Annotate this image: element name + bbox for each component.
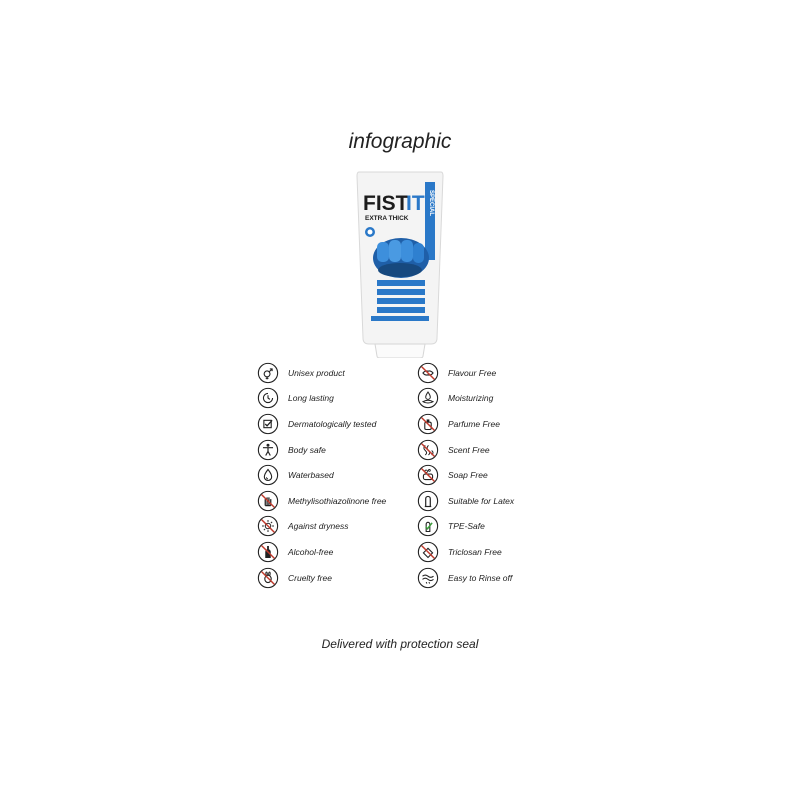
no-cruelty-icon — [257, 567, 279, 589]
checkbox-icon — [257, 413, 279, 435]
feature-label: Long lasting — [288, 393, 334, 404]
no-flavour-icon — [417, 362, 439, 384]
feature-label: Soap Free — [448, 470, 488, 481]
feature-label: Methylisothiazolinone free — [288, 495, 387, 506]
feature-label: Body safe — [288, 444, 326, 455]
feature-tpe-safe — [417, 514, 617, 540]
product-tube-image — [345, 168, 455, 358]
footer-note: Delivered with protection seal — [321, 637, 479, 651]
feature-label: Waterbased — [288, 470, 334, 481]
feature-label: Triclosan Free — [448, 546, 502, 557]
no-soap-icon — [417, 464, 439, 486]
tube-side-text: SPECIAL — [428, 190, 434, 217]
no-hand-icon — [257, 490, 279, 512]
water-drop-icon — [257, 464, 279, 486]
gender-icon — [257, 362, 279, 384]
feature-label: Dermatologically tested — [288, 418, 377, 429]
feature-scent-free — [417, 437, 617, 463]
tube-variant: EXTRA THICK — [365, 215, 409, 222]
no-perfume-icon — [417, 413, 439, 435]
page-title: infographic — [348, 130, 452, 153]
feature-moisturizing — [417, 386, 617, 412]
feature-label: Cruelty free — [288, 572, 332, 583]
feature-label: Suitable for Latex — [448, 495, 515, 506]
features-right-column — [417, 360, 617, 590]
feature-flavour-free — [417, 360, 617, 386]
feature-easy-to-rinse-off — [417, 565, 617, 591]
body-icon — [257, 439, 279, 461]
feature-triclosan-free — [417, 539, 617, 565]
feature-label: Flavour Free — [448, 367, 497, 378]
no-alcohol-icon — [257, 541, 279, 563]
tpe-icon — [417, 515, 439, 537]
feature-parfume-free — [417, 411, 617, 437]
feature-label: Scent Free — [448, 444, 490, 455]
feature-soap-free — [417, 462, 617, 488]
feature-label: Unisex product — [288, 367, 345, 378]
feature-label: Against dryness — [288, 521, 349, 532]
feature-label: Parfume Free — [448, 418, 500, 429]
latex-icon — [417, 490, 439, 512]
feature-label: Alcohol-free — [288, 546, 334, 557]
clock-icon — [257, 387, 279, 409]
no-dryness-icon — [257, 515, 279, 537]
tube-brand-second: IT — [406, 192, 425, 215]
rinse-icon — [417, 567, 439, 589]
moisture-icon — [417, 387, 439, 409]
feature-label: Moisturizing — [448, 393, 494, 404]
fist-icon — [373, 238, 429, 278]
feature-suitable-for-latex — [417, 488, 617, 514]
feature-label: TPE-Safe — [448, 521, 485, 532]
no-triclosan-icon — [417, 541, 439, 563]
feature-label: Easy to Rinse off — [448, 572, 513, 583]
no-scent-icon — [417, 439, 439, 461]
tube-brand-first: FIST — [363, 192, 409, 215]
